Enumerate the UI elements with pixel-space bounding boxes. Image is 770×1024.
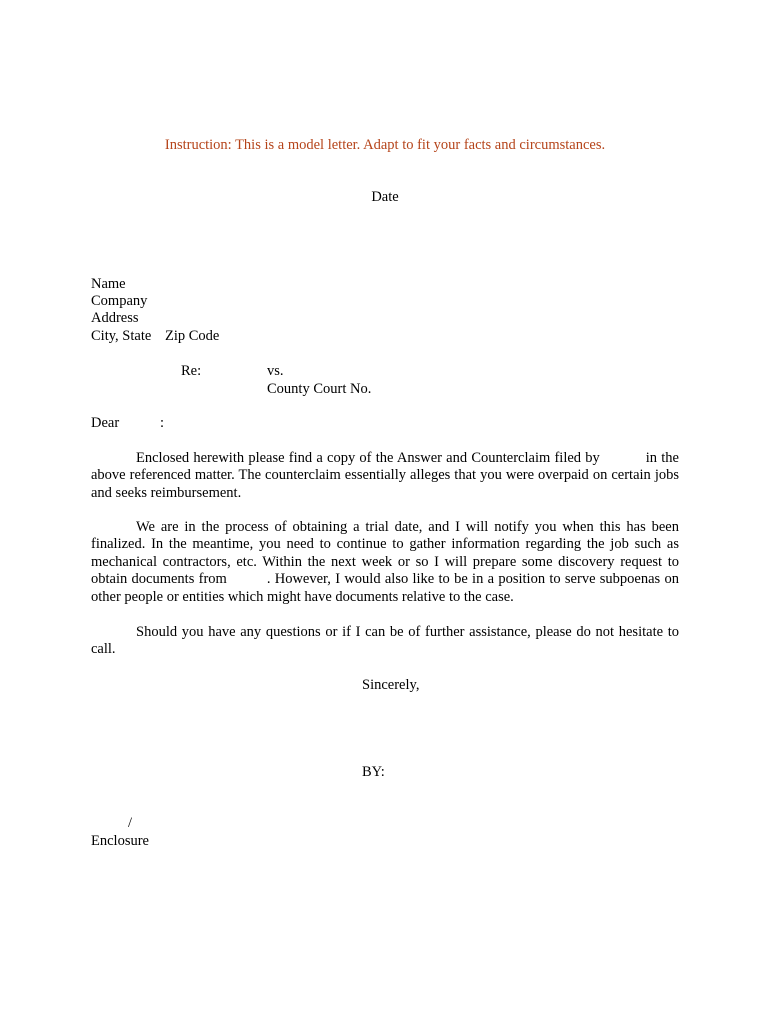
vs-label: vs.	[267, 363, 284, 379]
paragraph-2	[91, 519, 679, 606]
initials-slash: /	[128, 815, 133, 831]
paragraph-1-part-1: Enclosed herewith please find a copy of the Answer and Counterclaim filed by	[136, 450, 600, 466]
paragraph-1	[91, 450, 679, 502]
re-label: Re:	[181, 363, 202, 379]
date-label: Date	[371, 189, 399, 205]
enclosure-label: Enclosure	[91, 833, 149, 849]
salutation-colon: :	[160, 415, 165, 431]
recipient-name: Name	[91, 276, 126, 292]
recipient-zip: Zip Code	[165, 328, 220, 344]
recipient-company: Company	[91, 293, 148, 309]
paragraph-2-part-2: . However, I would also like to be in a position to serve subpoenas on other people or entities which might have documents relative to the case.	[91, 571, 679, 605]
instruction-note: Instruction: This is a model letter. Adapt to fit your facts and circumstances.	[164, 137, 606, 153]
signature-by-label: BY:	[362, 764, 385, 780]
paragraph-1-part-2: in the above referenced matter. The counterclaim essentially alleges that you were overpaid on certain jobs and seeks reimbursement.	[91, 450, 679, 501]
recipient-city-state: City, State	[91, 328, 152, 344]
closing-sincerely: Sincerely,	[362, 677, 420, 693]
court-number-label: County Court No.	[267, 381, 372, 397]
paragraph-3: Should you have any questions or if I can be of further assistance, please do not hesitate to call.	[91, 624, 679, 658]
recipient-address: Address	[91, 310, 139, 326]
paragraph-2-part-1: We are in the process of obtaining a trial date, and I will notify you when this has been finalized. In the meantime, you need to continue to gather information regarding the job such as mechanical contractors, etc. Within the next week or so I will prepare some discovery request to obtain documents from	[91, 519, 679, 588]
salutation-dear: Dear	[91, 415, 120, 431]
